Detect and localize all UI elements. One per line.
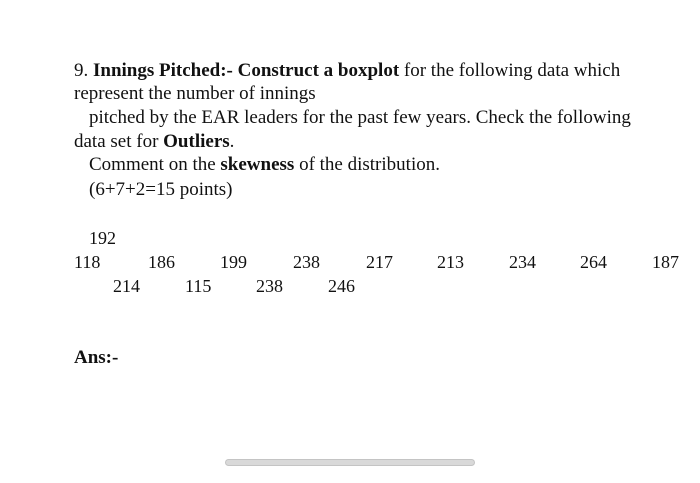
- data-value: 234: [509, 252, 536, 272]
- skewness-bold: skewness: [220, 154, 295, 175]
- data-value: 264: [580, 252, 607, 272]
- data-value: 214: [113, 276, 140, 296]
- data-value: 213: [437, 252, 464, 272]
- data-value: 238: [256, 276, 283, 296]
- question-line-4: data set for Outliers.: [74, 131, 235, 152]
- data-value: 115: [185, 276, 212, 296]
- data-value: 246: [328, 276, 355, 296]
- question-line-5: Comment on the skewness of the distribution.: [89, 154, 440, 175]
- data-value: 187: [652, 252, 679, 272]
- data-value: 217: [366, 252, 393, 272]
- data-value: 199: [220, 252, 247, 272]
- question-line-1: 9. Innings Pitched:- Construct a boxplot for the following data which: [74, 60, 621, 81]
- data-value: 192: [89, 228, 116, 248]
- answer-label: Ans:-: [74, 347, 119, 368]
- question-line-3: pitched by the EAR leaders for the past few years. Check the following: [89, 107, 631, 128]
- points-text: (6+7+2=15 points): [89, 179, 233, 200]
- outliers-bold: Outliers: [163, 131, 230, 152]
- data-value: 118: [74, 252, 101, 272]
- title-bold: Innings Pitched:- Construct a boxplot: [93, 60, 400, 81]
- data-value: 238: [293, 252, 320, 272]
- home-indicator-bar[interactable]: [225, 459, 475, 466]
- data-value: 186: [148, 252, 175, 272]
- question-line-2: represent the number of innings: [74, 83, 316, 104]
